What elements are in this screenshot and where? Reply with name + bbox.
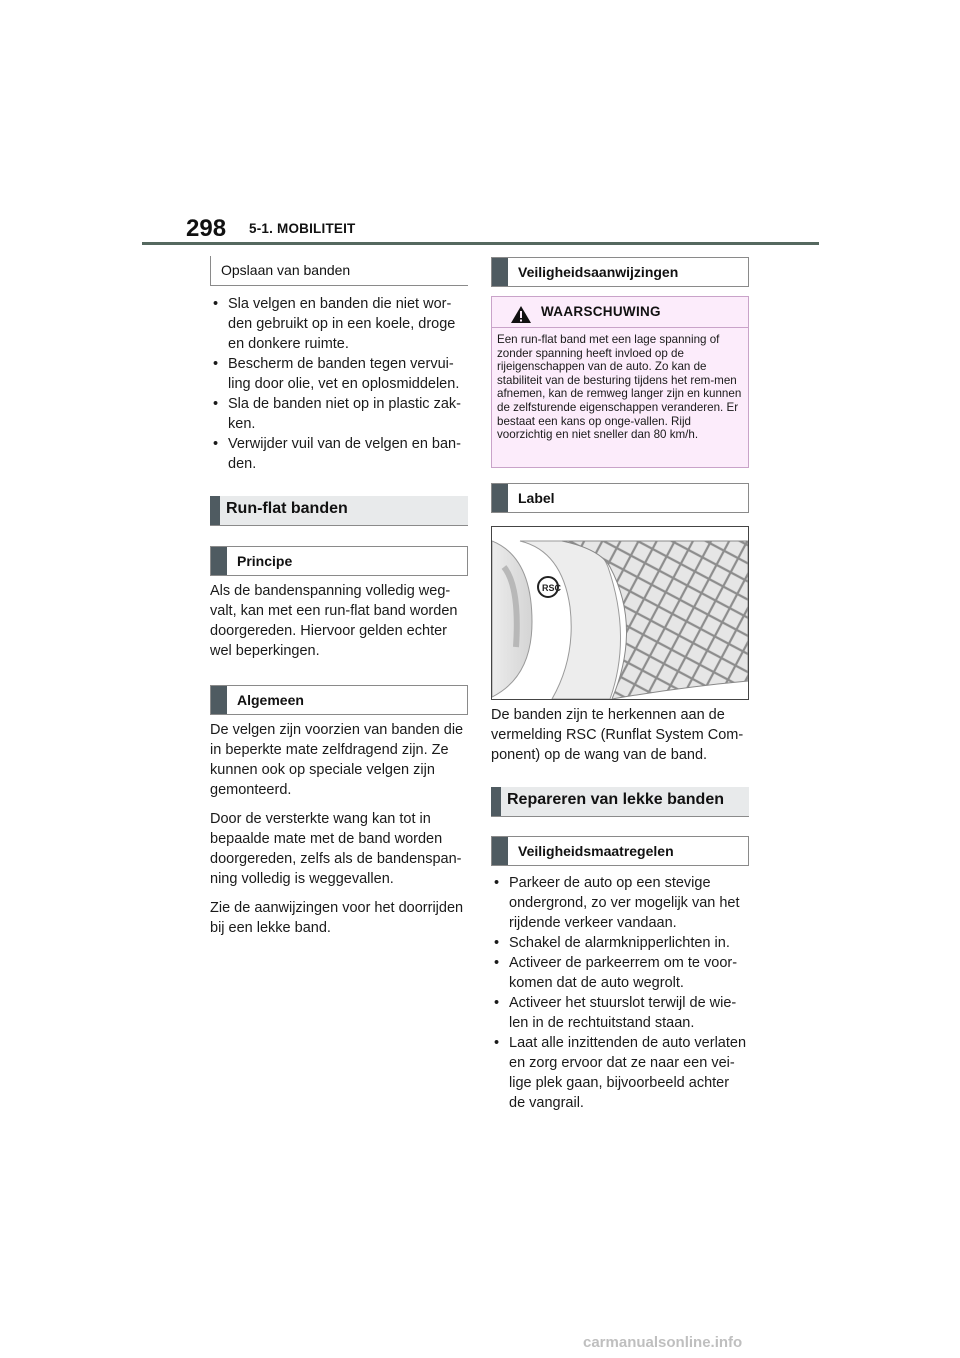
runflat-heading: Run-flat banden [226, 500, 348, 517]
storage-bullets-block [210, 294, 468, 474]
principle-text [210, 581, 466, 670]
list-item: • Bescherm de banden tegen vervui-ling door olie, vet en oplosmiddelen. [210, 354, 468, 394]
page-number: 298 [186, 215, 227, 242]
label-paragraph: De banden zijn te herkennen aan de vermelding RSC (Runflat System Com-ponent) op de wang van de band. [491, 707, 744, 763]
measures-bullets-block [491, 873, 747, 1113]
heading-bar [211, 686, 227, 714]
list-item: • Parkeer de auto op een stevige ondergrond, zo ver mogelijk van het rijdende verkeer vandaan. [491, 873, 747, 933]
heading-bar [492, 837, 508, 865]
warning-text: Een run-flat band met een lage spanning of zonder spanning heeft invloed op de rijeigenschappen van de auto. Zo kan de stabiliteit van de besturing tijdens het rem-men afnemen, kan de remweg langer zijn en kunnen de zelfsturende eigenschappen veranderen. Er bestaat een kans op onge-vallen. Rijd voorzichtig en niet sneller dan 80 km/h. [497, 333, 742, 442]
repair-heading: Repareren van lekke banden [507, 791, 724, 808]
heading-bar [211, 547, 227, 575]
rsc-tyre-drawing [492, 527, 748, 699]
principle-paragraph: Als de bandenspanning volledig weg-valt, kan met een run-flat band worden doorgereden. Hiervoor gelden echter wel beperkingen. [210, 583, 458, 659]
measures-subheading [491, 836, 749, 866]
measures-bullet-list [491, 873, 747, 1113]
general-paragraph: Zie de aanwijzingen voor het doorrijden bij een lekke band. [210, 900, 464, 936]
storage-heading-box [210, 256, 468, 286]
principle-heading: Principe [237, 553, 293, 569]
heading-bar [492, 258, 508, 286]
general-paragraph: De velgen zijn voorzien van banden die in beperkte mate zelfdragend zijn. Ze kunnen ook op speciale velgen zijn gemonteerd. [210, 722, 464, 798]
label-text [491, 705, 747, 774]
header-divider [142, 242, 819, 245]
list-item: • Laat alle inzittenden de auto verlaten en zorg ervoor dat ze naar een vei-lige plek gaan, bijvoorbeeld achter de vangrail. [491, 1033, 747, 1113]
safety-heading: Veiligheidsaanwijzingen [518, 264, 679, 280]
warning-triangle-icon [510, 305, 532, 324]
heading-bar [491, 787, 501, 816]
heading-bar [492, 484, 508, 512]
measures-heading: Veiligheidsmaatregelen [518, 843, 674, 859]
storage-bullet-list [210, 294, 468, 474]
repair-section-heading [491, 787, 749, 817]
general-text [210, 720, 466, 947]
list-item: • Schakel de alarmknipperlichten in. [491, 933, 747, 953]
list-item: • Activeer de parkeerrem om te voor-komen dat de auto wegrolt. [491, 953, 747, 993]
section-title: 5-1. MOBILITEIT [249, 221, 356, 236]
list-item: • Sla velgen en banden die niet wor-den gebruikt op in een koele, droge en donkere ruimte. [210, 294, 468, 354]
runflat-section-heading [210, 496, 468, 526]
heading-bar [210, 496, 220, 525]
label-subheading [491, 483, 749, 513]
watermark: carmanualsonline.info [583, 1334, 743, 1351]
list-item: • Activeer het stuurslot terwijl de wie-len in de rechtuitstand staan. [491, 993, 747, 1033]
safety-subheading [491, 257, 749, 287]
general-heading: Algemeen [237, 692, 304, 708]
list-item: • Verwijder vuil van de velgen en ban-den. [210, 434, 468, 474]
svg-text:RSC: RSC [542, 583, 562, 593]
label-heading: Label [518, 490, 555, 506]
general-subheading [210, 685, 468, 715]
warning-title: WAARSCHUWING [541, 304, 661, 319]
general-paragraph: Door de versterkte wang kan tot in bepaalde mate met de band worden doorgereden, zelfs als de bandenspan-ning volledig is weggevallen. [210, 811, 462, 887]
principle-subheading [210, 546, 468, 576]
storage-heading: Opslaan van banden [221, 262, 351, 278]
warning-header [492, 297, 748, 328]
tyre-illustration [491, 526, 749, 700]
list-item: • Sla de banden niet op in plastic zak-ken. [210, 394, 468, 434]
warning-box [491, 296, 749, 468]
